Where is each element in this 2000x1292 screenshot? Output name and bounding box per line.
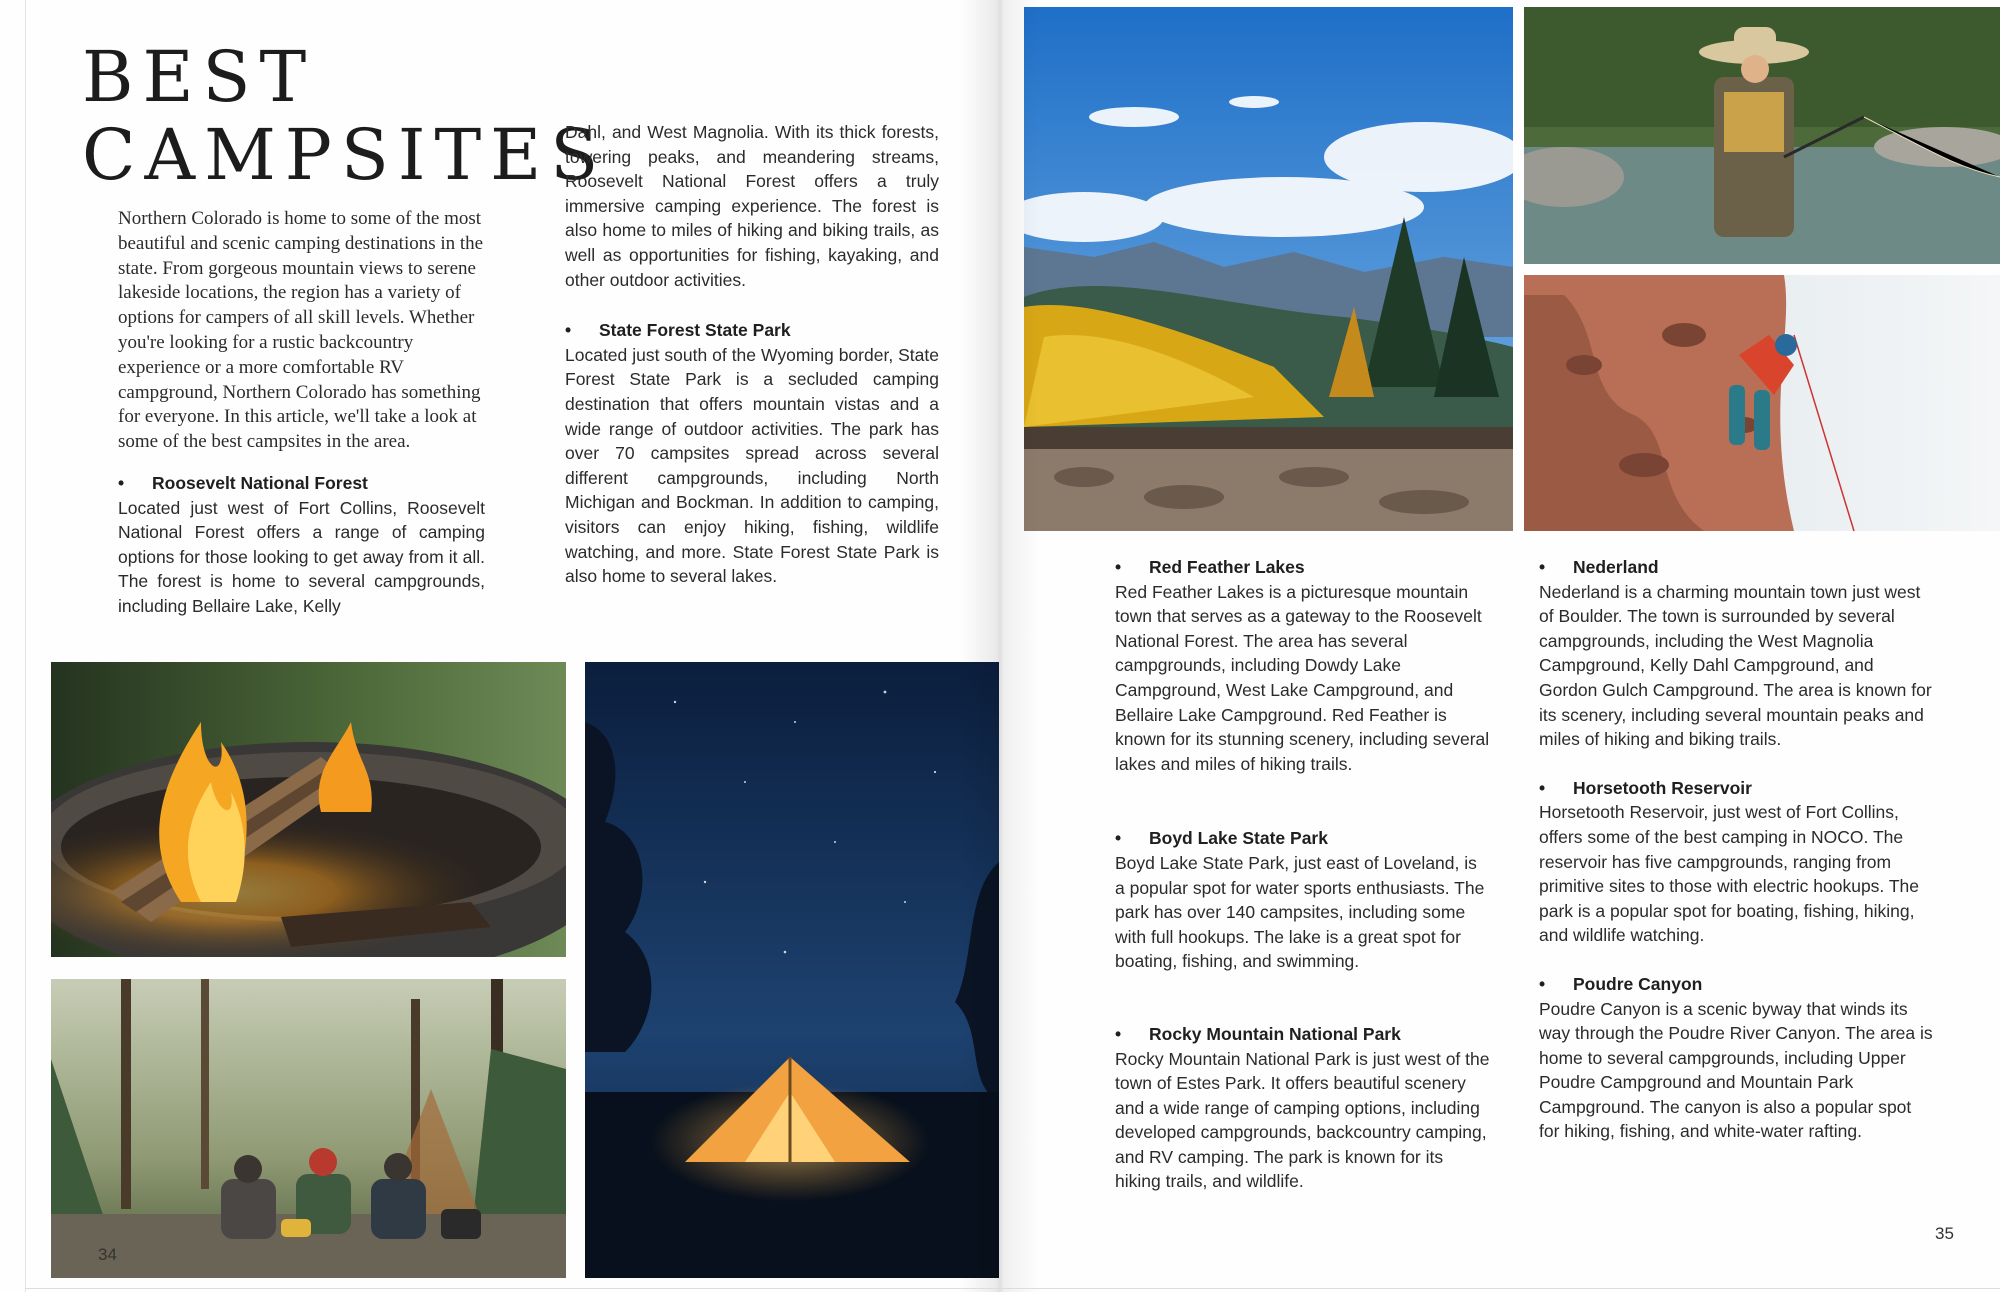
page-bottom-edge — [25, 1288, 2000, 1289]
section-heading-roosevelt: • Roosevelt National Forest — [118, 471, 485, 496]
section-body-nederland: Nederland is a charming mountain town just west of Boulder. The town is surrounded by several campgrounds, including the West Magnolia Campground, Kelly Dahl Campground, and Gordon Gulch Campground. The area is known for its scenery, including several mountain peaks and miles of hiking and biking trails. — [1539, 581, 1932, 750]
title-line-2: CAMPSITES — [82, 114, 608, 196]
section-body-roosevelt-continued: Dahl, and West Magnolia. With its thick forests, towering peaks, and meandering streams, Roosevelt National Forest offers a truly immersive camping experience. The forest is also home to miles of hiking and biking trails, as well as opportunities for fishing, kayaking, and other outdoor activities. — [565, 122, 939, 290]
section-body-red-feather: Red Feather Lakes is a picturesque mountain town that serves as a gateway to the Roosevelt National Forest. The area has several campgrounds, including Dowdy Lake Campground, West Lake Campground, and Bellaire Lake Campground. Red Feather is known for its stunning scenery, including several lakes and miles of hiking trails. — [1115, 581, 1490, 774]
bullet-icon: • — [565, 320, 572, 341]
right-column-2 — [1539, 555, 1934, 1144]
section-body-boyd-lake: Boyd Lake State Park, just east of Loveland, is a popular spot for water sports enthusiasts. The park has over 140 campsites, including some with full hookups. The lake is a great spot for boating, fishing, and swimming. — [1115, 852, 1485, 972]
section-heading-boyd-lake: • Boyd Lake State Park — [1115, 826, 1490, 851]
section-heading-rocky-mountain: • Rocky Mountain National Park — [1115, 1022, 1490, 1047]
forest-hikers-photo — [51, 979, 566, 1278]
section-heading-red-feather: • Red Feather Lakes — [1115, 555, 1490, 580]
page-number-right: 35 — [1935, 1224, 1954, 1243]
fly-fishing-photo — [1524, 7, 2000, 264]
rock-climber-image — [1524, 275, 2000, 531]
bullet-icon: • — [1115, 557, 1122, 577]
right-page — [1000, 0, 2000, 1292]
bullet-icon: • — [1115, 828, 1122, 849]
section-heading-state-forest: • State Forest State Park — [565, 318, 939, 343]
night-tent-image — [585, 662, 999, 1278]
article-title — [82, 38, 607, 194]
title-line-1: BEST — [82, 36, 316, 118]
section-heading-horsetooth: • Horsetooth Reservoir — [1539, 776, 1934, 801]
mountain-aspens-image — [1024, 7, 1513, 531]
page-number-left: 34 — [98, 1245, 117, 1264]
mountain-aspens-photo — [1024, 7, 1513, 531]
middle-column — [565, 120, 939, 589]
rock-climber-photo — [1524, 275, 2000, 531]
left-column — [118, 207, 485, 619]
campfire-image — [51, 662, 566, 957]
forest-hikers-image — [51, 979, 566, 1278]
bullet-icon: • — [118, 472, 125, 493]
section-body-rocky-mountain: Rocky Mountain National Park is just west of the town of Estes Park. It offers beautiful scenery and a wide range of camping options, including developed campgrounds, backcountry camping, and RV camping. The park is known for its hiking trails, and wildlife. — [1115, 1048, 1490, 1192]
section-heading-poudre-canyon: • Poudre Canyon — [1539, 972, 1934, 997]
bullet-icon: • — [1115, 1023, 1122, 1044]
section-body-poudre-canyon: Poudre Canyon is a scenic byway that winds its way through the Poudre River Canyon. The area is home to several campgrounds, including Upper Poudre Campground and Mountain Park Campground. The canyon is also a popular spot for hiking, fishing, and white-water rafting. — [1539, 998, 1933, 1142]
section-body-state-forest: Located just south of the Wyoming border, State Forest State Park is a secluded camping destination that offers mountain vistas and a wide range of outdoor activities. The park has over 70 campsites spread across several different campgrounds, including North Michigan and Bockman. In addition to camping, visitors can enjoy hiking, fishing, wildlife watching, and more. State Forest State Park is also home to several lakes. — [565, 344, 939, 587]
section-body-roosevelt: Located just west of Fort Collins, Roosevelt National Forest offers a range of camping options for those looking to get away from it all. The forest is home to several campgrounds, including Bellaire Lake, Kelly — [118, 497, 485, 616]
bullet-icon: • — [1539, 557, 1546, 577]
campfire-photo — [51, 662, 566, 957]
bullet-icon: • — [1539, 973, 1546, 994]
right-column-1 — [1115, 555, 1490, 1194]
bullet-icon: • — [1539, 777, 1546, 798]
section-heading-nederland: • Nederland — [1539, 555, 1934, 580]
section-body-horsetooth: Horsetooth Reservoir, just west of Fort Collins, offers some of the best camping in NOCO. The reservoir has five campgrounds, ranging from primitive sites to those with electric hookups. The park is a popular spot for boating, fishing, hiking, and wildlife watching. — [1539, 802, 1919, 946]
night-tent-photo — [585, 662, 999, 1278]
intro-paragraph: Northern Colorado is home to some of the most beautiful and scenic camping destinations in the state. From gorgeous mountain views to serene lakeside locations, the region has a variety of options for campers of all skill levels. Whether you're looking for a rustic backcountry experience or a more comfortable RV campground, Northern Colorado has something for everyone. In this article, we'll take a look at some of the best campsites in the area. — [118, 208, 484, 453]
fly-fishing-image — [1524, 7, 2000, 264]
